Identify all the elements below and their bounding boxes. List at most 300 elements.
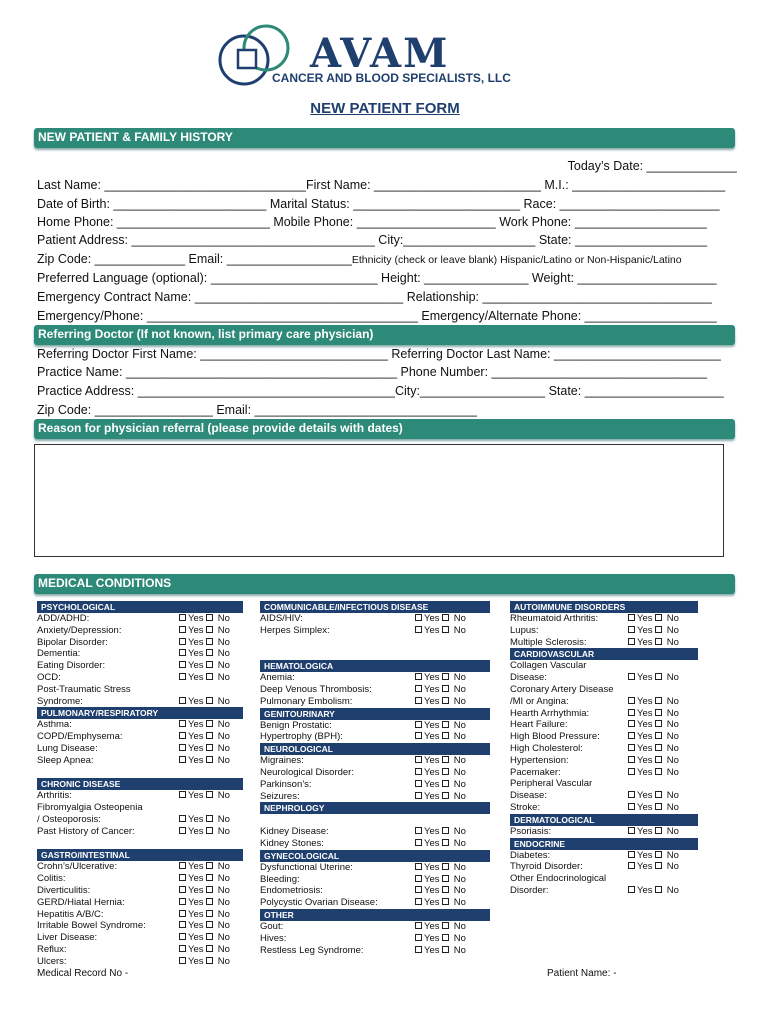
condition-label: Rheumatoid Arthritis: xyxy=(510,613,599,624)
yes-no-checkboxes xyxy=(415,862,466,874)
yes-label: Yes xyxy=(637,884,656,896)
yes-label: Yes xyxy=(424,861,443,873)
practice-name-phone-fields[interactable]: Practice Name: _______________________________________ Phone Number: _______________________________ xyxy=(37,365,708,379)
yes-no-checkboxes xyxy=(415,791,466,803)
yes-checkbox[interactable] xyxy=(415,756,422,763)
yes-no-checkboxes xyxy=(179,637,230,649)
no-checkbox[interactable] xyxy=(442,756,449,763)
no-checkbox[interactable] xyxy=(442,768,449,775)
yes-label: Yes xyxy=(424,672,443,684)
condition-category: CHRONIC DISEASE xyxy=(37,778,243,790)
no-checkbox[interactable] xyxy=(206,827,213,834)
no-checkbox[interactable] xyxy=(655,886,662,893)
no-checkbox[interactable] xyxy=(206,791,213,798)
condition-label: Lung Disease: xyxy=(37,742,98,754)
yes-no-checkboxes xyxy=(415,779,466,791)
no-label: No xyxy=(451,624,466,636)
no-label: No xyxy=(215,896,230,908)
no-checkbox[interactable] xyxy=(655,744,662,751)
yes-no-checkboxes xyxy=(628,802,679,814)
condition-label: Pacemaker: xyxy=(510,766,561,778)
yes-checkbox[interactable] xyxy=(179,649,186,656)
no-label: No xyxy=(215,873,230,885)
no-checkbox[interactable] xyxy=(206,697,213,704)
yes-checkbox[interactable] xyxy=(179,921,186,928)
yes-checkbox[interactable] xyxy=(415,614,422,621)
yes-no-checkboxes xyxy=(179,719,230,731)
no-checkbox[interactable] xyxy=(442,934,449,941)
condition-row xyxy=(37,885,243,897)
yes-no-checkboxes xyxy=(628,719,679,731)
condition-row xyxy=(260,838,490,850)
no-checkbox[interactable] xyxy=(655,673,662,680)
yes-checkbox[interactable] xyxy=(179,874,186,881)
no-label: No xyxy=(664,613,679,624)
no-checkbox[interactable] xyxy=(442,780,449,787)
no-checkbox[interactable] xyxy=(442,875,449,882)
no-checkbox[interactable] xyxy=(442,827,449,834)
no-checkbox[interactable] xyxy=(442,732,449,739)
condition-label: Kidney Disease: xyxy=(260,826,329,838)
yes-label: Yes xyxy=(188,896,207,908)
section-medical-conditions: MEDICAL CONDITIONS xyxy=(34,574,735,594)
practice-address-fields[interactable]: Practice Address: _____________________________________City:__________________ State: ____________________ xyxy=(37,384,724,398)
condition-row xyxy=(510,613,698,625)
yes-checkbox[interactable] xyxy=(628,614,635,621)
yes-checkbox[interactable] xyxy=(415,626,422,633)
birth-marital-race-fields[interactable]: Date of Birth: ______________________ Marital Status: ________________________ Race: _______________________ xyxy=(37,197,720,211)
yes-checkbox[interactable] xyxy=(179,720,186,727)
address-fields[interactable]: Patient Address: ___________________________________ City:___________________ State: ___________________ xyxy=(37,233,708,247)
no-label: No xyxy=(451,613,466,624)
condition-label: Neurological Disorder: xyxy=(260,766,354,778)
yes-no-checkboxes xyxy=(628,850,679,862)
condition-row xyxy=(37,897,243,909)
condition-label: Bleeding: xyxy=(260,873,300,885)
condition-label: Syndrome: xyxy=(37,695,83,707)
yes-checkbox[interactable] xyxy=(179,945,186,952)
todays-date-field[interactable]: Today’s Date: _____________ xyxy=(567,159,737,173)
condition-row xyxy=(510,802,698,814)
no-checkbox[interactable] xyxy=(206,815,213,822)
condition-label: Hearth Arrhythmia: xyxy=(510,707,590,719)
no-checkbox[interactable] xyxy=(206,874,213,881)
condition-category: GYNECOLOGICAL xyxy=(260,850,490,862)
yes-checkbox[interactable] xyxy=(415,768,422,775)
yes-checkbox[interactable] xyxy=(628,673,635,680)
yes-no-checkboxes xyxy=(179,743,230,755)
yes-checkbox[interactable] xyxy=(415,922,422,929)
yes-checkbox[interactable] xyxy=(628,886,635,893)
condition-row xyxy=(260,755,490,767)
no-label: No xyxy=(451,719,466,731)
condition-row xyxy=(510,731,698,743)
no-checkbox[interactable] xyxy=(655,709,662,716)
condition-row xyxy=(37,956,243,968)
condition-row xyxy=(260,720,490,732)
condition-row xyxy=(260,862,490,874)
yes-checkbox[interactable] xyxy=(415,946,422,953)
yes-no-checkboxes xyxy=(415,945,466,957)
yes-checkbox[interactable] xyxy=(628,827,635,834)
no-checkbox[interactable] xyxy=(442,673,449,680)
no-label: No xyxy=(215,648,230,660)
yes-checkbox[interactable] xyxy=(628,791,635,798)
condition-label: Herpes Simplex: xyxy=(260,624,330,636)
no-label: No xyxy=(451,826,466,838)
no-checkbox[interactable] xyxy=(655,614,662,621)
yes-checkbox[interactable] xyxy=(415,685,422,692)
condition-label: /MI or Angina: xyxy=(510,695,569,707)
condition-row xyxy=(260,791,490,803)
condition-row xyxy=(37,613,243,625)
name-fields[interactable]: Last Name: _____________________________First Name: ________________________ M.I.: ______________________ xyxy=(37,178,726,192)
yes-checkbox[interactable] xyxy=(415,792,422,799)
no-checkbox[interactable] xyxy=(206,921,213,928)
no-checkbox[interactable] xyxy=(206,720,213,727)
yes-checkbox[interactable] xyxy=(628,638,635,645)
language-height-weight-fields[interactable]: Preferred Language (optional): ________________________ Height: _______________ Weight: ____________________ xyxy=(37,271,717,285)
condition-category: CARDIOVASCULAR xyxy=(510,648,698,660)
no-checkbox[interactable] xyxy=(206,945,213,952)
no-checkbox[interactable] xyxy=(442,863,449,870)
ethnicity: Ethnicity (check or leave blank) Hispanic/Latino or Non-Hispanic/Latino xyxy=(351,254,682,266)
yes-label: Yes xyxy=(424,885,443,897)
yes-no-checkboxes xyxy=(179,885,230,897)
yes-no-checkboxes xyxy=(415,933,466,945)
yes-label: Yes xyxy=(637,719,656,731)
yes-checkbox[interactable] xyxy=(179,732,186,739)
condition-row xyxy=(260,945,490,957)
yes-label: Yes xyxy=(424,944,443,956)
yes-checkbox[interactable] xyxy=(415,863,422,870)
yes-label: Yes xyxy=(424,731,443,743)
yes-no-checkboxes xyxy=(179,920,230,932)
no-label: No xyxy=(451,755,466,767)
yes-label: Yes xyxy=(424,613,443,624)
yes-checkbox[interactable] xyxy=(179,886,186,893)
no-checkbox[interactable] xyxy=(655,626,662,633)
yes-checkbox[interactable] xyxy=(179,898,186,905)
no-checkbox[interactable] xyxy=(206,661,213,668)
yes-no-checkboxes xyxy=(628,731,679,743)
yes-checkbox[interactable] xyxy=(179,862,186,869)
patient-name-footer: Patient Name: - xyxy=(547,968,617,979)
spacer xyxy=(260,637,490,649)
yes-checkbox[interactable] xyxy=(415,886,422,893)
condition-row xyxy=(260,933,490,945)
yes-checkbox[interactable] xyxy=(179,697,186,704)
no-checkbox[interactable] xyxy=(442,922,449,929)
yes-label: Yes xyxy=(188,613,207,624)
no-checkbox[interactable] xyxy=(655,791,662,798)
condition-label: Lupus: xyxy=(510,624,539,636)
yes-no-checkboxes xyxy=(415,755,466,767)
page-title: NEW PATIENT FORM xyxy=(310,100,460,117)
no-checkbox[interactable] xyxy=(442,898,449,905)
spacer xyxy=(260,648,490,660)
condition-row xyxy=(37,932,243,944)
yes-label: Yes xyxy=(637,695,656,707)
condition-category: PULMONARY/RESPIRATORY xyxy=(37,707,243,719)
condition-row xyxy=(510,743,698,755)
condition-row xyxy=(260,921,490,933)
no-label: No xyxy=(451,944,466,956)
yes-label: Yes xyxy=(637,707,656,719)
condition-label: Restless Leg Syndrome: xyxy=(260,944,364,956)
yes-no-checkboxes xyxy=(628,755,679,767)
condition-row xyxy=(510,660,698,672)
yes-label: Yes xyxy=(424,873,443,885)
no-label: No xyxy=(664,742,679,754)
no-checkbox[interactable] xyxy=(206,673,213,680)
no-label: No xyxy=(215,660,230,672)
condition-row xyxy=(260,731,490,743)
yes-checkbox[interactable] xyxy=(628,732,635,739)
phone-fields[interactable]: Home Phone: ______________________ Mobile Phone: ____________________ Work Phone: ___________________ xyxy=(37,215,707,229)
no-label: No xyxy=(664,849,679,861)
yes-checkbox[interactable] xyxy=(415,697,422,704)
yes-checkbox[interactable] xyxy=(415,898,422,905)
reason-textarea[interactable] xyxy=(34,444,724,557)
no-checkbox[interactable] xyxy=(655,756,662,763)
no-checkbox[interactable] xyxy=(442,626,449,633)
yes-checkbox[interactable] xyxy=(179,957,186,964)
no-label: No xyxy=(215,671,230,683)
yes-checkbox[interactable] xyxy=(628,862,635,869)
condition-row xyxy=(260,779,490,791)
no-checkbox[interactable] xyxy=(442,721,449,728)
no-label: No xyxy=(451,885,466,897)
no-checkbox[interactable] xyxy=(655,803,662,810)
no-checkbox[interactable] xyxy=(655,732,662,739)
yes-checkbox[interactable] xyxy=(415,934,422,941)
yes-checkbox[interactable] xyxy=(179,638,186,645)
conditions-column-2 xyxy=(260,601,490,956)
condition-row xyxy=(37,802,243,814)
yes-no-checkboxes xyxy=(415,731,466,743)
yes-label: Yes xyxy=(188,955,207,967)
condition-label: / Osteoporosis: xyxy=(37,813,101,825)
condition-label: Collagen Vascular xyxy=(510,660,587,672)
yes-checkbox[interactable] xyxy=(628,756,635,763)
yes-label: Yes xyxy=(188,695,207,707)
condition-row xyxy=(260,613,490,625)
no-label: No xyxy=(664,636,679,648)
yes-checkbox[interactable] xyxy=(628,697,635,704)
condition-label: Seizures: xyxy=(260,790,300,802)
yes-label: Yes xyxy=(424,683,443,695)
condition-category: ENDOCRINE xyxy=(510,838,698,850)
yes-no-checkboxes xyxy=(179,672,230,684)
condition-row xyxy=(260,625,490,637)
yes-no-checkboxes xyxy=(415,897,466,909)
no-checkbox[interactable] xyxy=(655,697,662,704)
zip-email[interactable]: Zip Code: _____________ Email: __________________ xyxy=(37,252,352,266)
yes-label: Yes xyxy=(637,849,656,861)
yes-checkbox[interactable] xyxy=(415,721,422,728)
no-checkbox[interactable] xyxy=(206,649,213,656)
logo-name: AVAM xyxy=(310,30,450,77)
condition-label: Post-Traumatic Stress xyxy=(37,683,131,695)
no-label: No xyxy=(664,754,679,766)
zip-email-ethnicity-fields[interactable] xyxy=(37,251,737,268)
condition-row xyxy=(37,731,243,743)
condition-category: GASTRO/INTESTINAL xyxy=(37,849,243,861)
yes-checkbox[interactable] xyxy=(628,709,635,716)
condition-label: Diverticulitis: xyxy=(37,884,91,896)
yes-no-checkboxes xyxy=(179,660,230,672)
condition-row xyxy=(510,767,698,779)
no-checkbox[interactable] xyxy=(206,898,213,905)
no-label: No xyxy=(451,790,466,802)
condition-label: Psoriasis: xyxy=(510,825,552,837)
no-checkbox[interactable] xyxy=(442,886,449,893)
no-label: No xyxy=(451,897,466,909)
condition-row xyxy=(37,648,243,660)
no-checkbox[interactable] xyxy=(442,792,449,799)
no-checkbox[interactable] xyxy=(206,744,213,751)
yes-checkbox[interactable] xyxy=(628,626,635,633)
yes-checkbox[interactable] xyxy=(179,661,186,668)
yes-checkbox[interactable] xyxy=(179,614,186,621)
no-checkbox[interactable] xyxy=(206,732,213,739)
no-checkbox[interactable] xyxy=(206,626,213,633)
yes-checkbox[interactable] xyxy=(179,756,186,763)
no-label: No xyxy=(451,766,466,778)
yes-checkbox[interactable] xyxy=(628,851,635,858)
yes-no-checkboxes xyxy=(628,861,679,873)
yes-checkbox[interactable] xyxy=(415,839,422,846)
condition-row xyxy=(37,909,243,921)
no-label: No xyxy=(664,695,679,707)
condition-row xyxy=(510,885,698,897)
condition-label: Kidney Stones: xyxy=(260,837,324,849)
no-label: No xyxy=(664,624,679,636)
no-checkbox[interactable] xyxy=(206,614,213,621)
no-checkbox[interactable] xyxy=(206,756,213,763)
yes-no-checkboxes xyxy=(415,684,466,696)
condition-category: AUTOIMMUNE DISORDERS xyxy=(510,601,698,613)
emergency-contact-fields[interactable]: Emergency Contract Name: ______________________________ Relationship: _________________________________ xyxy=(37,290,712,304)
yes-checkbox[interactable] xyxy=(179,910,186,917)
no-checkbox[interactable] xyxy=(655,720,662,727)
condition-label: Reflux: xyxy=(37,943,67,955)
no-checkbox[interactable] xyxy=(655,638,662,645)
yes-no-checkboxes xyxy=(415,696,466,708)
yes-no-checkboxes xyxy=(628,613,679,625)
yes-checkbox[interactable] xyxy=(628,803,635,810)
yes-checkbox[interactable] xyxy=(179,933,186,940)
no-checkbox[interactable] xyxy=(442,946,449,953)
no-checkbox[interactable] xyxy=(206,910,213,917)
yes-checkbox[interactable] xyxy=(179,791,186,798)
yes-no-checkboxes xyxy=(415,767,466,779)
condition-label: Bipolar Disorder: xyxy=(37,636,108,648)
yes-no-checkboxes xyxy=(179,861,230,873)
condition-row xyxy=(37,696,243,708)
yes-checkbox[interactable] xyxy=(628,720,635,727)
yes-checkbox[interactable] xyxy=(628,744,635,751)
no-checkbox[interactable] xyxy=(655,862,662,869)
no-checkbox[interactable] xyxy=(206,933,213,940)
yes-label: Yes xyxy=(188,861,207,873)
yes-no-checkboxes xyxy=(628,672,679,684)
yes-checkbox[interactable] xyxy=(628,768,635,775)
yes-no-checkboxes xyxy=(415,838,466,850)
condition-label: Multiple Sclerosis: xyxy=(510,636,587,648)
no-checkbox[interactable] xyxy=(655,851,662,858)
yes-checkbox[interactable] xyxy=(179,744,186,751)
condition-row xyxy=(37,826,243,838)
yes-label: Yes xyxy=(424,719,443,731)
yes-checkbox[interactable] xyxy=(415,827,422,834)
no-checkbox[interactable] xyxy=(442,839,449,846)
yes-checkbox[interactable] xyxy=(179,815,186,822)
no-checkbox[interactable] xyxy=(655,827,662,834)
condition-label: Hypertrophy (BPH): xyxy=(260,731,343,743)
no-checkbox[interactable] xyxy=(206,862,213,869)
condition-row xyxy=(510,778,698,790)
no-checkbox[interactable] xyxy=(442,614,449,621)
yes-label: Yes xyxy=(188,671,207,683)
yes-label: Yes xyxy=(188,731,207,743)
no-label: No xyxy=(451,873,466,885)
condition-row xyxy=(260,696,490,708)
condition-label: Fibromyalgia Osteopenia xyxy=(37,802,143,814)
yes-checkbox[interactable] xyxy=(415,780,422,787)
yes-no-checkboxes xyxy=(179,814,230,826)
condition-label: Parkinson’s: xyxy=(260,778,312,790)
no-checkbox[interactable] xyxy=(206,957,213,964)
no-checkbox[interactable] xyxy=(442,685,449,692)
no-checkbox[interactable] xyxy=(206,886,213,893)
yes-checkbox[interactable] xyxy=(179,673,186,680)
yes-no-checkboxes xyxy=(179,625,230,637)
condition-row xyxy=(37,637,243,649)
yes-checkbox[interactable] xyxy=(415,732,422,739)
spacer xyxy=(260,814,490,826)
no-label: No xyxy=(664,766,679,778)
yes-label: Yes xyxy=(637,742,656,754)
yes-label: Yes xyxy=(188,932,207,944)
condition-label: ADD/ADHD: xyxy=(37,613,90,624)
yes-checkbox[interactable] xyxy=(415,673,422,680)
no-checkbox[interactable] xyxy=(442,697,449,704)
yes-checkbox[interactable] xyxy=(415,875,422,882)
condition-label: Disease: xyxy=(510,790,547,802)
no-label: No xyxy=(215,613,230,624)
condition-category: NEPHROLOGY xyxy=(260,802,490,814)
no-label: No xyxy=(664,790,679,802)
no-checkbox[interactable] xyxy=(655,768,662,775)
yes-checkbox[interactable] xyxy=(179,626,186,633)
emergency-phone-fields[interactable]: Emergency/Phone: _______________________________________ Emergency/Alternate Phone: ___________________ xyxy=(37,309,717,323)
yes-no-checkboxes xyxy=(179,897,230,909)
referring-doctor-name-fields[interactable]: Referring Doctor First Name: ___________________________ Referring Doctor Last Name: ________________________ xyxy=(37,347,721,361)
yes-checkbox[interactable] xyxy=(179,827,186,834)
condition-row xyxy=(260,897,490,909)
condition-row xyxy=(37,873,243,885)
yes-no-checkboxes xyxy=(628,826,679,838)
no-checkbox[interactable] xyxy=(206,638,213,645)
yes-no-checkboxes xyxy=(179,648,230,660)
practice-zip-email-fields[interactable]: Zip Code: _________________ Email: ________________________________ xyxy=(37,403,477,417)
yes-no-checkboxes xyxy=(179,873,230,885)
yes-label: Yes xyxy=(424,826,443,838)
no-label: No xyxy=(215,813,230,825)
condition-label: Arthritis: xyxy=(37,790,72,802)
